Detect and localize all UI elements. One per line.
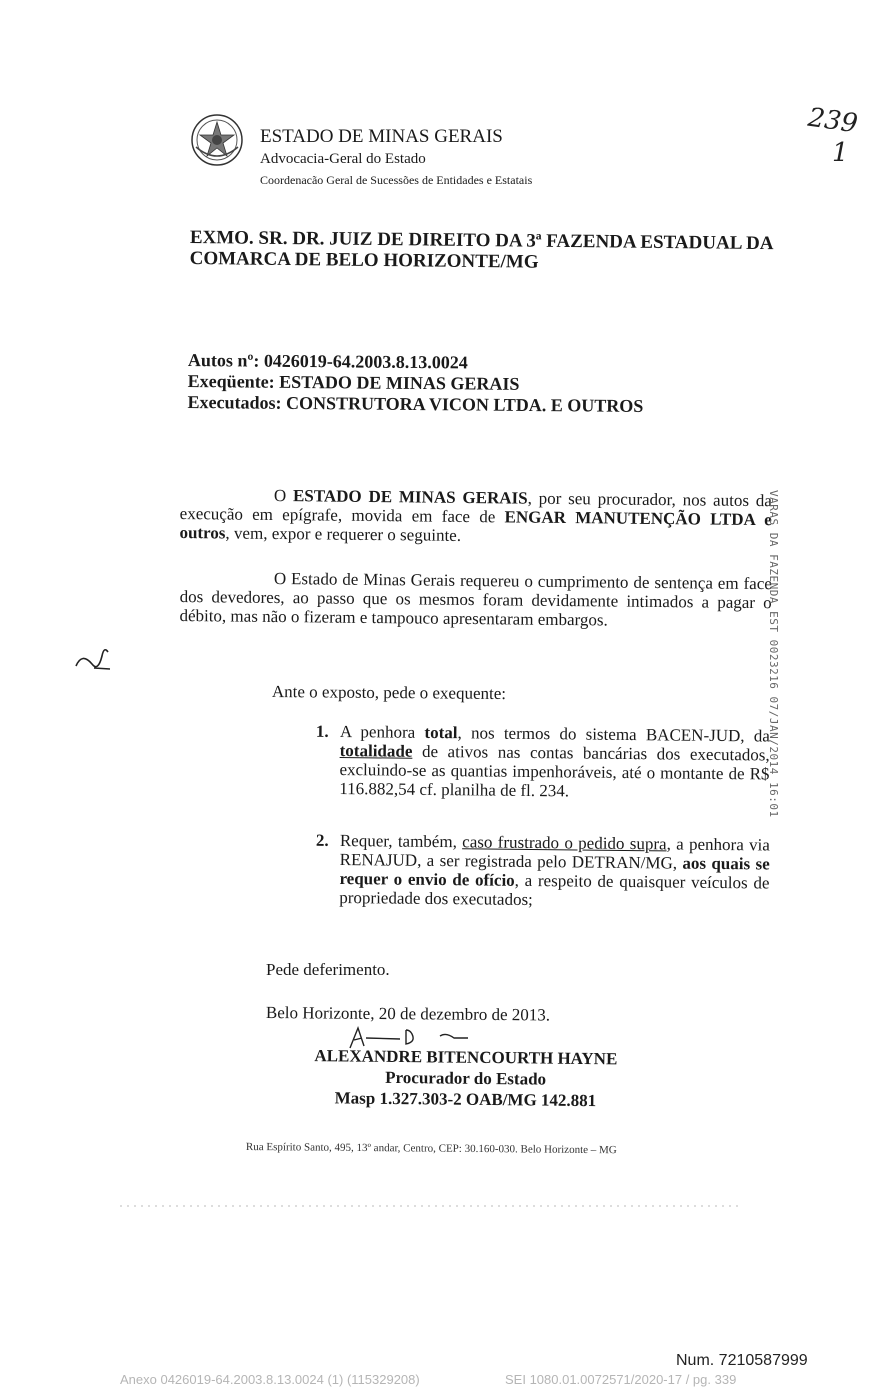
signature-block bbox=[297, 1045, 634, 1112]
request-item-1: 1. A penhora total, nos termos do sistema BACEN-JUD, da totalidade de ativos nas contas bancárias dos executados, excluindo-se as quantias impenhoráveis, até o montante de R$ 116.882,54 cf. planilha de fl. 234. bbox=[315, 721, 770, 801]
item-number: 2. bbox=[315, 830, 329, 850]
annex-reference: Anexo 0426019-64.2003.8.13.0024 (1) (115329208) bbox=[120, 1372, 420, 1387]
closing-request: Pede deferimento. bbox=[266, 960, 390, 979]
case-executados: Executados: CONSTRUTORA VICON LTDA. E OUTROS bbox=[187, 391, 644, 416]
paragraph-intro: O ESTADO DE MINAS GERAIS, por seu procurador, nos autos da execução em epígrafe, movida em face de ENGAR MANUTENÇÃO LTDA e outros, vem, expor e requerer o seguinte. bbox=[179, 485, 772, 545]
signer-registration: Masp 1.327.303-2 OAB/MG 142.881 bbox=[334, 1088, 597, 1111]
signer-name: ALEXANDRE BITENCOURTH HAYNE bbox=[314, 1046, 618, 1069]
request-item-2: 2. Requer, também, caso frustrado o pedido supra, a penhora via RENAJUD, a ser registrada pelo DETRAN/MG, aos quais se requer o envio de ofício, a respeito de quaisquer veículos de propriedade dos executados; bbox=[315, 830, 770, 910]
addressee: EXMO. SR. DR. JUIZ DE DIREITO DA 3ª FAZENDA ESTADUAL DA COMARCA DE BELO HORIZONTE/MG bbox=[189, 227, 773, 273]
case-exequente: Exeqüente: ESTADO DE MINAS GERAIS bbox=[187, 370, 520, 394]
document-number: Num. 7210587999 bbox=[676, 1352, 808, 1369]
case-info bbox=[187, 350, 643, 417]
request-intro: Ante o exposto, pede o exequente: bbox=[271, 682, 507, 704]
item-number: 1. bbox=[315, 721, 329, 741]
margin-handwritten-mark bbox=[72, 642, 114, 674]
state-coat-of-arms-icon bbox=[190, 113, 244, 167]
case-number: Autos nº: 0426019-64.2003.8.13.0024 bbox=[187, 350, 468, 373]
sei-reference: SEI 1080.01.0072571/2020-17 / pg. 339 bbox=[505, 1372, 737, 1387]
header-coordination: Coordenacão Geral de Sucessões de Entidades e Estatais bbox=[260, 173, 533, 187]
scan-artifact-line bbox=[120, 1203, 740, 1209]
handwritten-page-number: 239 bbox=[806, 102, 860, 140]
header-state-name: ESTADO DE MINAS GERAIS bbox=[260, 126, 503, 147]
date-line: Belo Horizonte, 20 de dezembro de 2013. bbox=[265, 1003, 551, 1025]
protocol-stamp: VARAS DA FAZENDA EST 0023216 07/JAN/2014 16:01 bbox=[767, 490, 780, 818]
footer-address: Rua Espírito Santo, 495, 13º andar, Centro, CEP: 30.160-030. Belo Horizonte – MG bbox=[245, 1141, 617, 1157]
header-agency: Advocacia-Geral do Estado bbox=[260, 151, 426, 167]
paragraph-facts: O Estado de Minas Gerais requereu o cumprimento de sentença em face dos devedores, ao passo que os mesmos foram devidamente intimados a pagar o débito, mas não o fizeram e tampouco apresentaram embargos. bbox=[179, 568, 772, 630]
handwritten-mark: 1 bbox=[832, 138, 849, 168]
signer-title: Procurador do Estado bbox=[385, 1067, 547, 1089]
